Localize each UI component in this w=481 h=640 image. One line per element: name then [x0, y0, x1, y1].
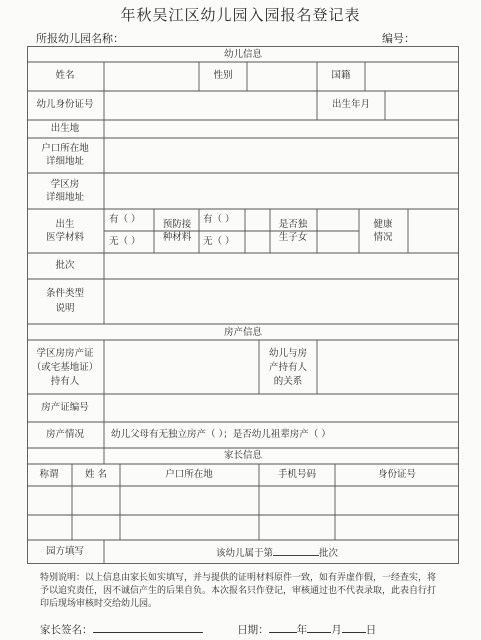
label-condition-type-2: 说明	[55, 303, 75, 314]
label-birth-medical-1: 出生	[55, 219, 75, 230]
label-relation-3: 的关系	[273, 376, 303, 387]
birth-medical-yes: 有（ ）	[109, 214, 141, 225]
form-title: 年秋吴江区幼儿园入园报名登记表	[120, 6, 361, 24]
label-certificate-3: 持有人	[50, 376, 80, 387]
label-nationality: 国籍	[331, 70, 351, 81]
label-only-child-2: 生子女	[278, 232, 308, 243]
col-name: 姓 名	[84, 469, 108, 480]
col-phone: 手机号码	[277, 469, 317, 480]
day-label: 日	[365, 624, 377, 636]
label-health-2: 情况	[373, 232, 393, 243]
label-household-address-1: 户口所在地	[41, 143, 89, 154]
label-relation-2: 产持有人	[268, 362, 308, 373]
registration-form-table	[27, 46, 459, 564]
label-birth-date: 出生年月	[331, 99, 371, 110]
label-kindergarten-fill: 园方填写	[45, 546, 85, 557]
label-name: 姓名	[55, 70, 75, 81]
col-id-number: 身份证号	[377, 469, 417, 480]
date-label: 日期：	[237, 624, 269, 636]
parent-signature-line[interactable]	[93, 622, 203, 633]
special-note: 特别说明：以上信息由家长如实填写，并与提供的证明材料原件一致，如有弄虚作假，一经查实，将予以追究责任，因不诚信产生的后果自负。本次报名只作登记，审核通过也不代表录取，此表自行打印后现场审核时交给幼儿园。	[40, 573, 437, 609]
batch-fill-blank[interactable]	[273, 546, 319, 556]
label-birthplace: 出生地	[50, 123, 80, 134]
label-household-address-2: 详细地址	[45, 156, 85, 167]
vaccination-no: 无（ ）	[203, 236, 235, 247]
label-batch: 批次	[55, 260, 75, 271]
label-gender: 性别	[213, 70, 233, 81]
label-district-address-2: 详细地址	[45, 192, 85, 203]
parent-signature-label: 家长签名：	[40, 624, 93, 636]
label-certificate-1: 学区房房产证	[36, 348, 94, 359]
batch-fill-after: 批次	[319, 548, 339, 559]
property-situation-text: 幼儿父母有无独立房产（ ）；是否幼儿祖辈房产（ ）	[111, 429, 331, 440]
label-birth-medical-2: 医学材料	[45, 232, 85, 243]
label-vaccination-2: 种材料	[162, 232, 192, 243]
label-only-child-1: 是否独	[278, 219, 308, 230]
label-id-number: 幼儿身份证号	[36, 99, 94, 110]
year-blank[interactable]	[269, 622, 297, 633]
col-relationship: 称谓	[39, 469, 59, 480]
section-child-info: 幼儿信息	[223, 49, 263, 60]
label-property-situation: 房产情况	[45, 429, 85, 440]
month-blank[interactable]	[307, 622, 331, 633]
label-certificate-2: （或宅基地证）	[31, 362, 99, 373]
month-label: 月	[331, 624, 342, 636]
year-label: 年	[296, 624, 308, 636]
vaccination-yes: 有（ ）	[203, 214, 235, 225]
label-vaccination-1: 预防接	[162, 219, 192, 230]
label-certificate-number: 房产证编号	[41, 402, 89, 413]
section-property-info: 房产信息	[223, 327, 263, 338]
label-condition-type-1: 条件类型	[45, 288, 85, 299]
col-household: 户口所在地	[165, 469, 213, 480]
birth-medical-no: 无（ ）	[109, 236, 141, 247]
table-grid-lines	[27, 46, 459, 564]
section-parent-info: 家长信息	[223, 450, 263, 461]
label-health-1: 健康	[373, 219, 393, 230]
label-relation-1: 幼儿与房	[268, 348, 308, 359]
batch-fill-before: 该幼儿属于第	[216, 548, 274, 559]
signature-row	[40, 622, 376, 637]
batch-fill-text	[216, 546, 338, 560]
kindergarten-name-label: 所报幼儿园名称：	[36, 32, 124, 45]
label-district-address-1: 学区房	[50, 179, 80, 190]
day-blank[interactable]	[342, 622, 366, 633]
form-number-label: 编号：	[382, 32, 415, 45]
